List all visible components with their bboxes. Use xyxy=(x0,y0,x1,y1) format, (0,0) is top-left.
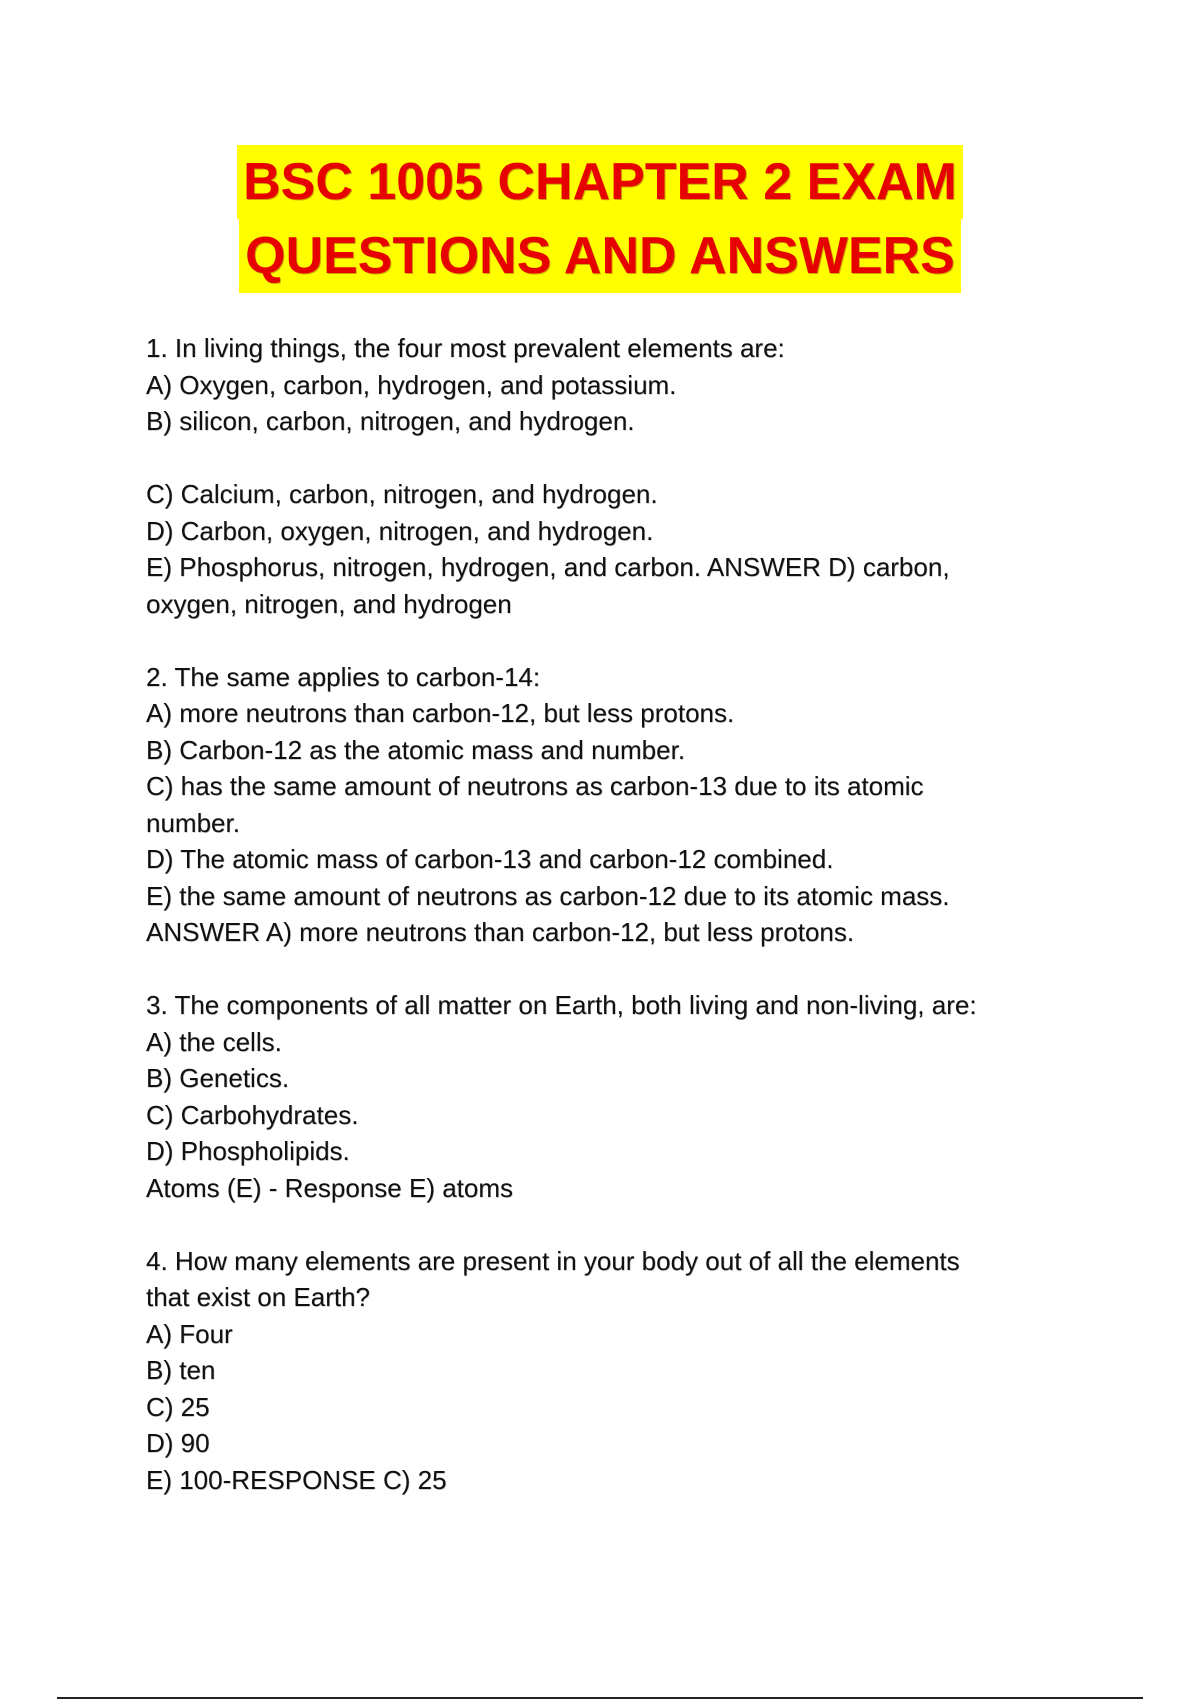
question-1-option-e: E) Phosphorus, nitrogen, hydrogen, and carbon. ANSWER D) carbon, xyxy=(146,552,950,582)
question-2-option-c-cont: number. xyxy=(146,807,240,838)
question-2-option-a: A) more neutrons than carbon-12, but less protons. xyxy=(146,698,735,728)
question-2-text: 2. The same applies to carbon-14: xyxy=(146,661,541,692)
spacer xyxy=(146,951,1076,988)
document-title xyxy=(0,145,1200,293)
question-1-text: 1. In living things, the four most prevalent elements are: xyxy=(146,333,785,363)
question-4-option-b: B) ten xyxy=(146,1355,216,1385)
question-4-option-a: A) Four xyxy=(146,1318,233,1349)
spacer xyxy=(146,440,1076,477)
question-3-option-d: D) Phospholipids. xyxy=(146,1136,350,1166)
question-4-answer: E) 100-RESPONSE C) 25 xyxy=(146,1464,447,1495)
title-line-2: QUESTIONS AND ANSWERS xyxy=(239,219,961,293)
question-2-option-d: D) The atomic mass of carbon-13 and carbon-12 combined. xyxy=(146,844,834,874)
footer-divider xyxy=(57,1697,1143,1699)
question-2-option-e: E) the same amount of neutrons as carbon-12 due to its atomic mass. xyxy=(146,880,950,911)
question-1-option-c: C) Calcium, carbon, nitrogen, and hydrogen. xyxy=(146,479,658,509)
spacer xyxy=(146,1206,1076,1243)
spacer xyxy=(146,622,1076,659)
question-4-text-cont: that exist on Earth? xyxy=(146,1282,371,1312)
question-4-option-d: D) 90 xyxy=(146,1428,210,1458)
question-2-option-c: C) has the same amount of neutrons as carbon-13 due to its atomic xyxy=(146,771,924,801)
question-4-option-c: C) 25 xyxy=(146,1391,210,1422)
question-3-option-c: C) Carbohydrates. xyxy=(146,1099,359,1130)
question-4-text: 4. How many elements are present in your body out of all the elements xyxy=(146,1245,960,1276)
questions-body xyxy=(146,330,1076,1498)
question-3-option-b: B) Genetics. xyxy=(146,1063,290,1093)
question-1-option-b: B) silicon, carbon, nitrogen, and hydrogen. xyxy=(146,406,635,436)
question-1-option-a: A) Oxygen, carbon, hydrogen, and potassium. xyxy=(146,369,677,400)
question-1-option-d: D) Carbon, oxygen, nitrogen, and hydrogen. xyxy=(146,515,654,546)
question-2-answer: ANSWER A) more neutrons than carbon-12, but less protons. xyxy=(146,917,855,947)
title-line-1: BSC 1005 CHAPTER 2 EXAM xyxy=(237,145,963,219)
question-3-answer: Atoms (E) - Response E) atoms xyxy=(146,1172,513,1203)
question-2-option-b: B) Carbon-12 as the atomic mass and number. xyxy=(146,734,686,765)
question-3-text: 3. The components of all matter on Earth, both living and non-living, are: xyxy=(146,990,977,1020)
question-3-option-a: A) the cells. xyxy=(146,1026,282,1057)
question-1-answer-cont: oxygen, nitrogen, and hydrogen xyxy=(146,588,512,619)
